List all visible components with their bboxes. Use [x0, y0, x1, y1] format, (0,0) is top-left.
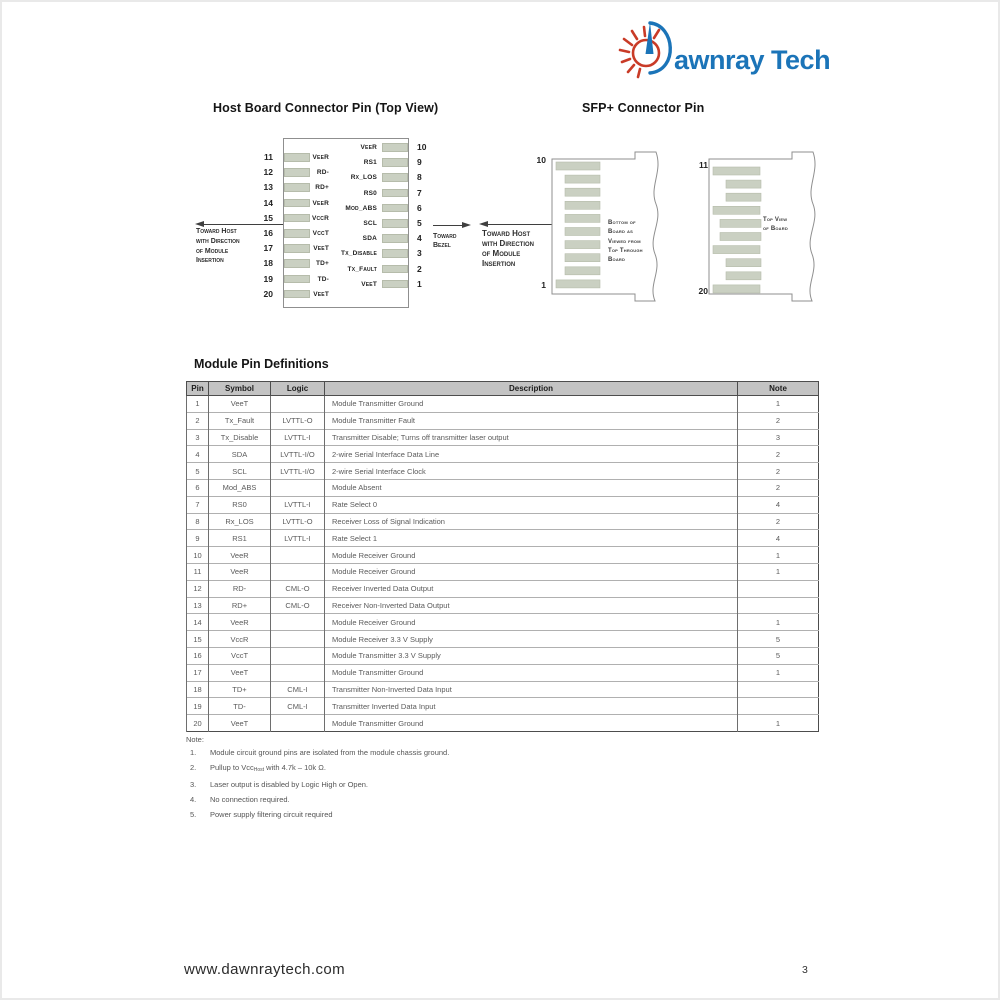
cell-logic: LVTTL-I/O — [271, 463, 325, 480]
cell-note: 2 — [738, 412, 819, 429]
cell-pin: 11 — [187, 563, 209, 580]
cell-symbol: Mod_ABS — [209, 479, 271, 496]
cell-note — [738, 597, 819, 614]
cell-symbol: VeeT — [209, 715, 271, 732]
connector-pad — [565, 241, 600, 249]
cell-note: 2 — [738, 446, 819, 463]
cell-symbol: Rx_LOS — [209, 513, 271, 530]
connector-pad — [720, 233, 761, 241]
toward-host-arrow-line — [198, 224, 283, 225]
cell-logic — [271, 563, 325, 580]
cell-symbol: TD+ — [209, 681, 271, 698]
cell-logic — [271, 479, 325, 496]
notes-block — [186, 735, 806, 826]
pin-label: RS0 — [363, 189, 377, 197]
connector-pad — [720, 219, 761, 227]
pin-number: 3 — [417, 248, 422, 259]
pin-label: Tx_Fault — [347, 265, 377, 273]
cell-note — [738, 698, 819, 715]
caption-line: Toward Host — [482, 229, 531, 238]
caption-line: Toward Host — [196, 228, 237, 235]
pin-number: 4 — [417, 233, 422, 244]
note-number: 1. — [190, 748, 197, 757]
header-logic: Logic — [271, 382, 325, 396]
note-number: 3. — [190, 780, 197, 790]
caption-line: with Direction — [482, 239, 534, 248]
toward-host-caption-2 — [482, 229, 562, 269]
cell-pin: 2 — [187, 412, 209, 429]
connector-pad — [713, 206, 760, 214]
table-row — [187, 429, 819, 446]
sfp-top-caption — [763, 216, 821, 235]
cell-symbol: VeeR — [209, 614, 271, 631]
cell-note: 1 — [738, 563, 819, 580]
connector-pad — [382, 280, 408, 289]
cell-symbol: VccR — [209, 631, 271, 648]
table-row — [187, 597, 819, 614]
cell-description: Module Transmitter Ground — [325, 396, 738, 413]
cell-pin: 20 — [187, 715, 209, 732]
note-number: 2. — [190, 763, 197, 773]
caption-line: Top Through — [608, 247, 643, 254]
cell-note: 1 — [738, 664, 819, 681]
table-row — [187, 580, 819, 597]
pin-number: 1 — [417, 278, 422, 289]
table-row — [187, 547, 819, 564]
cell-description: Module Transmitter Ground — [325, 664, 738, 681]
pin-label: TD- — [317, 275, 329, 283]
connector-pad — [556, 280, 600, 288]
header-note: Note — [738, 382, 819, 396]
pin-label: VccT — [312, 230, 329, 237]
connector-pad — [382, 265, 408, 274]
cell-description: Module Transmitter Ground — [325, 715, 738, 732]
cell-symbol: RD- — [209, 580, 271, 597]
table-row — [187, 614, 819, 631]
cell-description: Receiver Inverted Data Output — [325, 580, 738, 597]
cell-pin: 14 — [187, 614, 209, 631]
pin-label: VeeT — [313, 290, 329, 298]
connector-pad — [565, 188, 600, 196]
footer-page-number: 3 — [802, 964, 808, 976]
note-text: Module circuit ground pins are isolated from the module chassis ground. — [210, 748, 450, 757]
cell-note: 1 — [738, 715, 819, 732]
cell-description: Module Transmitter 3.3 V Supply — [325, 647, 738, 664]
table-row — [187, 479, 819, 496]
note-item — [186, 764, 806, 775]
cell-pin: 19 — [187, 698, 209, 715]
note-item — [186, 749, 806, 758]
connector-pad — [565, 228, 600, 236]
pin-number: 19 — [263, 273, 273, 284]
connector-pad — [382, 204, 408, 213]
brand-wordmark: awnray Tech — [674, 45, 831, 75]
connector-pad — [382, 143, 408, 152]
cell-pin: 3 — [187, 429, 209, 446]
note-item — [186, 796, 806, 805]
cell-note — [738, 681, 819, 698]
connector-pad — [382, 158, 408, 167]
pin-number: 5 — [417, 218, 422, 228]
pin-number: 6 — [417, 202, 422, 213]
table-row — [187, 664, 819, 681]
cell-note: 5 — [738, 631, 819, 648]
cell-pin: 12 — [187, 580, 209, 597]
cell-logic: CML-O — [271, 597, 325, 614]
caption-line: of Board — [763, 226, 788, 233]
pin-number: 18 — [263, 258, 273, 269]
cell-pin: 9 — [187, 530, 209, 547]
cell-symbol: TD- — [209, 698, 271, 715]
table-row — [187, 647, 819, 664]
cell-pin: 1 — [187, 396, 209, 413]
cell-pin: 8 — [187, 513, 209, 530]
note-items — [186, 749, 806, 820]
pin-label: VeeR — [360, 144, 377, 151]
header-description: Description — [325, 382, 738, 396]
note-number: 5. — [190, 810, 197, 820]
cell-logic: LVTTL-I — [271, 496, 325, 513]
cell-description: Module Absent — [325, 479, 738, 496]
table-row — [187, 463, 819, 480]
cell-note: 1 — [738, 614, 819, 631]
table-row — [187, 513, 819, 530]
cell-symbol: VeeT — [209, 664, 271, 681]
pin-label: Mod_ABS — [345, 204, 377, 212]
cell-logic — [271, 547, 325, 564]
connector-pad — [565, 254, 600, 262]
pin-number: 11 — [264, 152, 273, 162]
connector-pad — [382, 173, 408, 182]
pin-label: VeeT — [361, 280, 377, 288]
note-text: Pullup to Vcc$_{Host}$ with 4.7k – 10k Ω. — [210, 763, 326, 774]
cell-logic — [271, 647, 325, 664]
logo — [612, 12, 852, 82]
cell-symbol: RS0 — [209, 496, 271, 513]
table-row — [187, 412, 819, 429]
connector-pad — [713, 285, 760, 293]
cell-symbol: Tx_Disable — [209, 429, 271, 446]
pin-label: RD+ — [315, 184, 329, 192]
footer-url: www.dawnraytech.com — [184, 961, 345, 978]
cell-logic — [271, 715, 325, 732]
caption-line: Bezel — [433, 242, 451, 249]
cell-pin: 4 — [187, 446, 209, 463]
cell-description: Module Transmitter Fault — [325, 412, 738, 429]
cell-logic: LVTTL-I/O — [271, 446, 325, 463]
toward-bezel-arrow-line — [433, 225, 463, 226]
cell-note: 2 — [738, 463, 819, 480]
caption-line: Top View — [763, 217, 788, 223]
cell-logic: LVTTL-I — [271, 530, 325, 547]
pin-label: SDA — [362, 235, 377, 243]
cell-description: Transmitter Non-Inverted Data Input — [325, 681, 738, 698]
table-row — [187, 698, 819, 715]
table-row — [187, 530, 819, 547]
connector-pad — [713, 246, 760, 254]
cell-symbol: VeeT — [209, 396, 271, 413]
cell-description: Module Receiver 3.3 V Supply — [325, 631, 738, 648]
connector-pad — [556, 162, 600, 170]
pin-label: RS1 — [363, 159, 377, 167]
cell-description: Rate Select 1 — [325, 530, 738, 547]
toward-host-arrowhead-icon — [195, 221, 204, 227]
note-item — [186, 811, 806, 820]
pin-label: TD+ — [315, 260, 329, 268]
caption-line: of Module — [482, 249, 521, 258]
cell-note: 2 — [738, 513, 819, 530]
pin-number: 17 — [263, 243, 273, 254]
caption-line: Insertion — [482, 259, 516, 268]
cell-symbol: RD+ — [209, 597, 271, 614]
table-row — [187, 396, 819, 413]
cell-note: 4 — [738, 530, 819, 547]
cell-description: Transmitter Disable; Turns off transmitter laser output — [325, 429, 738, 446]
cell-note — [738, 580, 819, 597]
table-row — [187, 681, 819, 698]
table-row — [187, 446, 819, 463]
toward-bezel-caption — [433, 232, 477, 250]
pin-number: 2 — [417, 263, 422, 274]
connector-pad — [726, 259, 761, 267]
cell-pin: 6 — [187, 479, 209, 496]
header-pin: Pin — [187, 382, 209, 396]
cell-pin: 15 — [187, 631, 209, 648]
pin-number: 16 — [263, 228, 273, 238]
cell-logic — [271, 631, 325, 648]
pin-label: VccR — [311, 214, 329, 222]
cell-symbol: SDA — [209, 446, 271, 463]
cell-symbol: VeeR — [209, 563, 271, 580]
toward-host-caption — [196, 227, 268, 266]
cell-pin: 17 — [187, 664, 209, 681]
table-row — [187, 715, 819, 732]
pin-number: 9 — [417, 157, 422, 168]
cell-description: Module Receiver Ground — [325, 547, 738, 564]
cell-pin: 13 — [187, 597, 209, 614]
cell-pin: 16 — [187, 647, 209, 664]
pin-label: SCL — [363, 220, 377, 227]
cell-logic — [271, 614, 325, 631]
pin-number: 14 — [263, 197, 273, 208]
cell-description: Receiver Non-Inverted Data Output — [325, 597, 738, 614]
connector-pad — [565, 214, 600, 222]
cell-logic: LVTTL-O — [271, 412, 325, 429]
table-row — [187, 631, 819, 648]
pin-number: 20 — [698, 286, 708, 296]
cell-symbol: SCL — [209, 463, 271, 480]
note-number: 4. — [190, 795, 197, 805]
cell-note: 5 — [738, 647, 819, 664]
cell-description: Transmitter Inverted Data Input — [325, 698, 738, 715]
pin-number: 1 — [541, 280, 546, 290]
toward-bezel-arrowhead-icon — [462, 222, 471, 228]
caption-line: Board — [608, 257, 626, 264]
pin-label: VeeT — [313, 245, 329, 253]
pin-number: 15 — [263, 212, 273, 223]
pin-label: VeeR — [312, 154, 329, 161]
table-title: Module Pin Definitions — [194, 357, 329, 371]
note-text: Laser output is disabled by Logic High or Open. — [210, 780, 369, 790]
cell-description: Rate Select 0 — [325, 496, 738, 513]
connector-pad — [726, 193, 761, 201]
cell-note: 1 — [738, 547, 819, 564]
notes-heading: Note: — [186, 735, 204, 744]
cell-logic — [271, 396, 325, 413]
cell-description: Module Receiver Ground — [325, 614, 738, 631]
logo-graphic — [612, 12, 852, 82]
cell-logic: CML-I — [271, 698, 325, 715]
caption-line: with Direction — [196, 237, 240, 245]
header-symbol: Symbol — [209, 382, 271, 396]
note-text: Power supply filtering circuit required — [210, 810, 333, 820]
cell-logic: CML-I — [271, 681, 325, 698]
note-text: No connection required. — [210, 795, 290, 805]
cell-note: 2 — [738, 479, 819, 496]
connector-pad — [565, 175, 600, 183]
pin-label: Tx_Disable — [341, 250, 377, 258]
caption-line: Bottom of — [608, 220, 636, 226]
table-header-row — [187, 382, 819, 396]
connector-pad — [726, 180, 761, 188]
cell-note: 3 — [738, 429, 819, 446]
pin-table-body — [187, 396, 819, 732]
note-item — [186, 781, 806, 790]
sfp-bottom-caption — [608, 219, 666, 265]
pin-number: 10 — [417, 142, 427, 152]
cell-symbol: RS1 — [209, 530, 271, 547]
pin-definitions-table — [186, 381, 819, 732]
pin-number: 8 — [417, 172, 422, 183]
cell-description: Module Receiver Ground — [325, 563, 738, 580]
connector-pad — [726, 272, 761, 280]
sfp-diagram-title: SFP+ Connector Pin — [582, 101, 705, 115]
cell-note: 1 — [738, 396, 819, 413]
connector-pad — [713, 167, 760, 175]
toward-host-arrow-line-2 — [482, 224, 552, 225]
connector-pad — [565, 267, 600, 275]
connector-pad — [382, 249, 408, 258]
connector-pad — [382, 219, 408, 228]
connector-pad — [565, 201, 600, 209]
caption-line: of Module — [196, 247, 229, 255]
cell-description: 2-wire Serial Interface Clock — [325, 463, 738, 480]
pin-number: 12 — [263, 167, 273, 178]
cell-description: 2-wire Serial Interface Data Line — [325, 446, 738, 463]
pin-number: 10 — [536, 155, 546, 165]
table-row — [187, 563, 819, 580]
caption-line: Board as — [608, 229, 633, 236]
cell-logic — [271, 664, 325, 681]
pin-number: 13 — [263, 182, 273, 193]
pin-label: VeeR — [312, 199, 329, 207]
cell-logic: CML-O — [271, 580, 325, 597]
pin-number: 7 — [417, 187, 422, 198]
cell-symbol: VccT — [209, 647, 271, 664]
host-diagram-title: Host Board Connector Pin (Top View) — [213, 101, 439, 115]
pin-number: 11 — [699, 160, 708, 170]
cell-description: Receiver Loss of Signal Indication — [325, 513, 738, 530]
cell-pin: 10 — [187, 547, 209, 564]
cell-pin: 18 — [187, 681, 209, 698]
cell-symbol: VeeR — [209, 547, 271, 564]
pin-label: Rx_LOS — [350, 174, 377, 182]
cell-pin: 5 — [187, 463, 209, 480]
toward-host-arrowhead-icon-2 — [479, 221, 488, 227]
cell-logic: LVTTL-O — [271, 513, 325, 530]
connector-pad — [382, 189, 408, 198]
pin-label: RD- — [316, 169, 329, 177]
cell-symbol: Tx_Fault — [209, 412, 271, 429]
caption-line: Viewed from — [608, 238, 641, 245]
cell-logic: LVTTL-I — [271, 429, 325, 446]
connector-pad — [382, 234, 408, 243]
cell-pin: 7 — [187, 496, 209, 513]
pin-number: 20 — [263, 288, 273, 299]
caption-line: Insertion — [196, 257, 224, 265]
table-row — [187, 496, 819, 513]
caption-line: Toward — [433, 233, 457, 240]
cell-note: 4 — [738, 496, 819, 513]
